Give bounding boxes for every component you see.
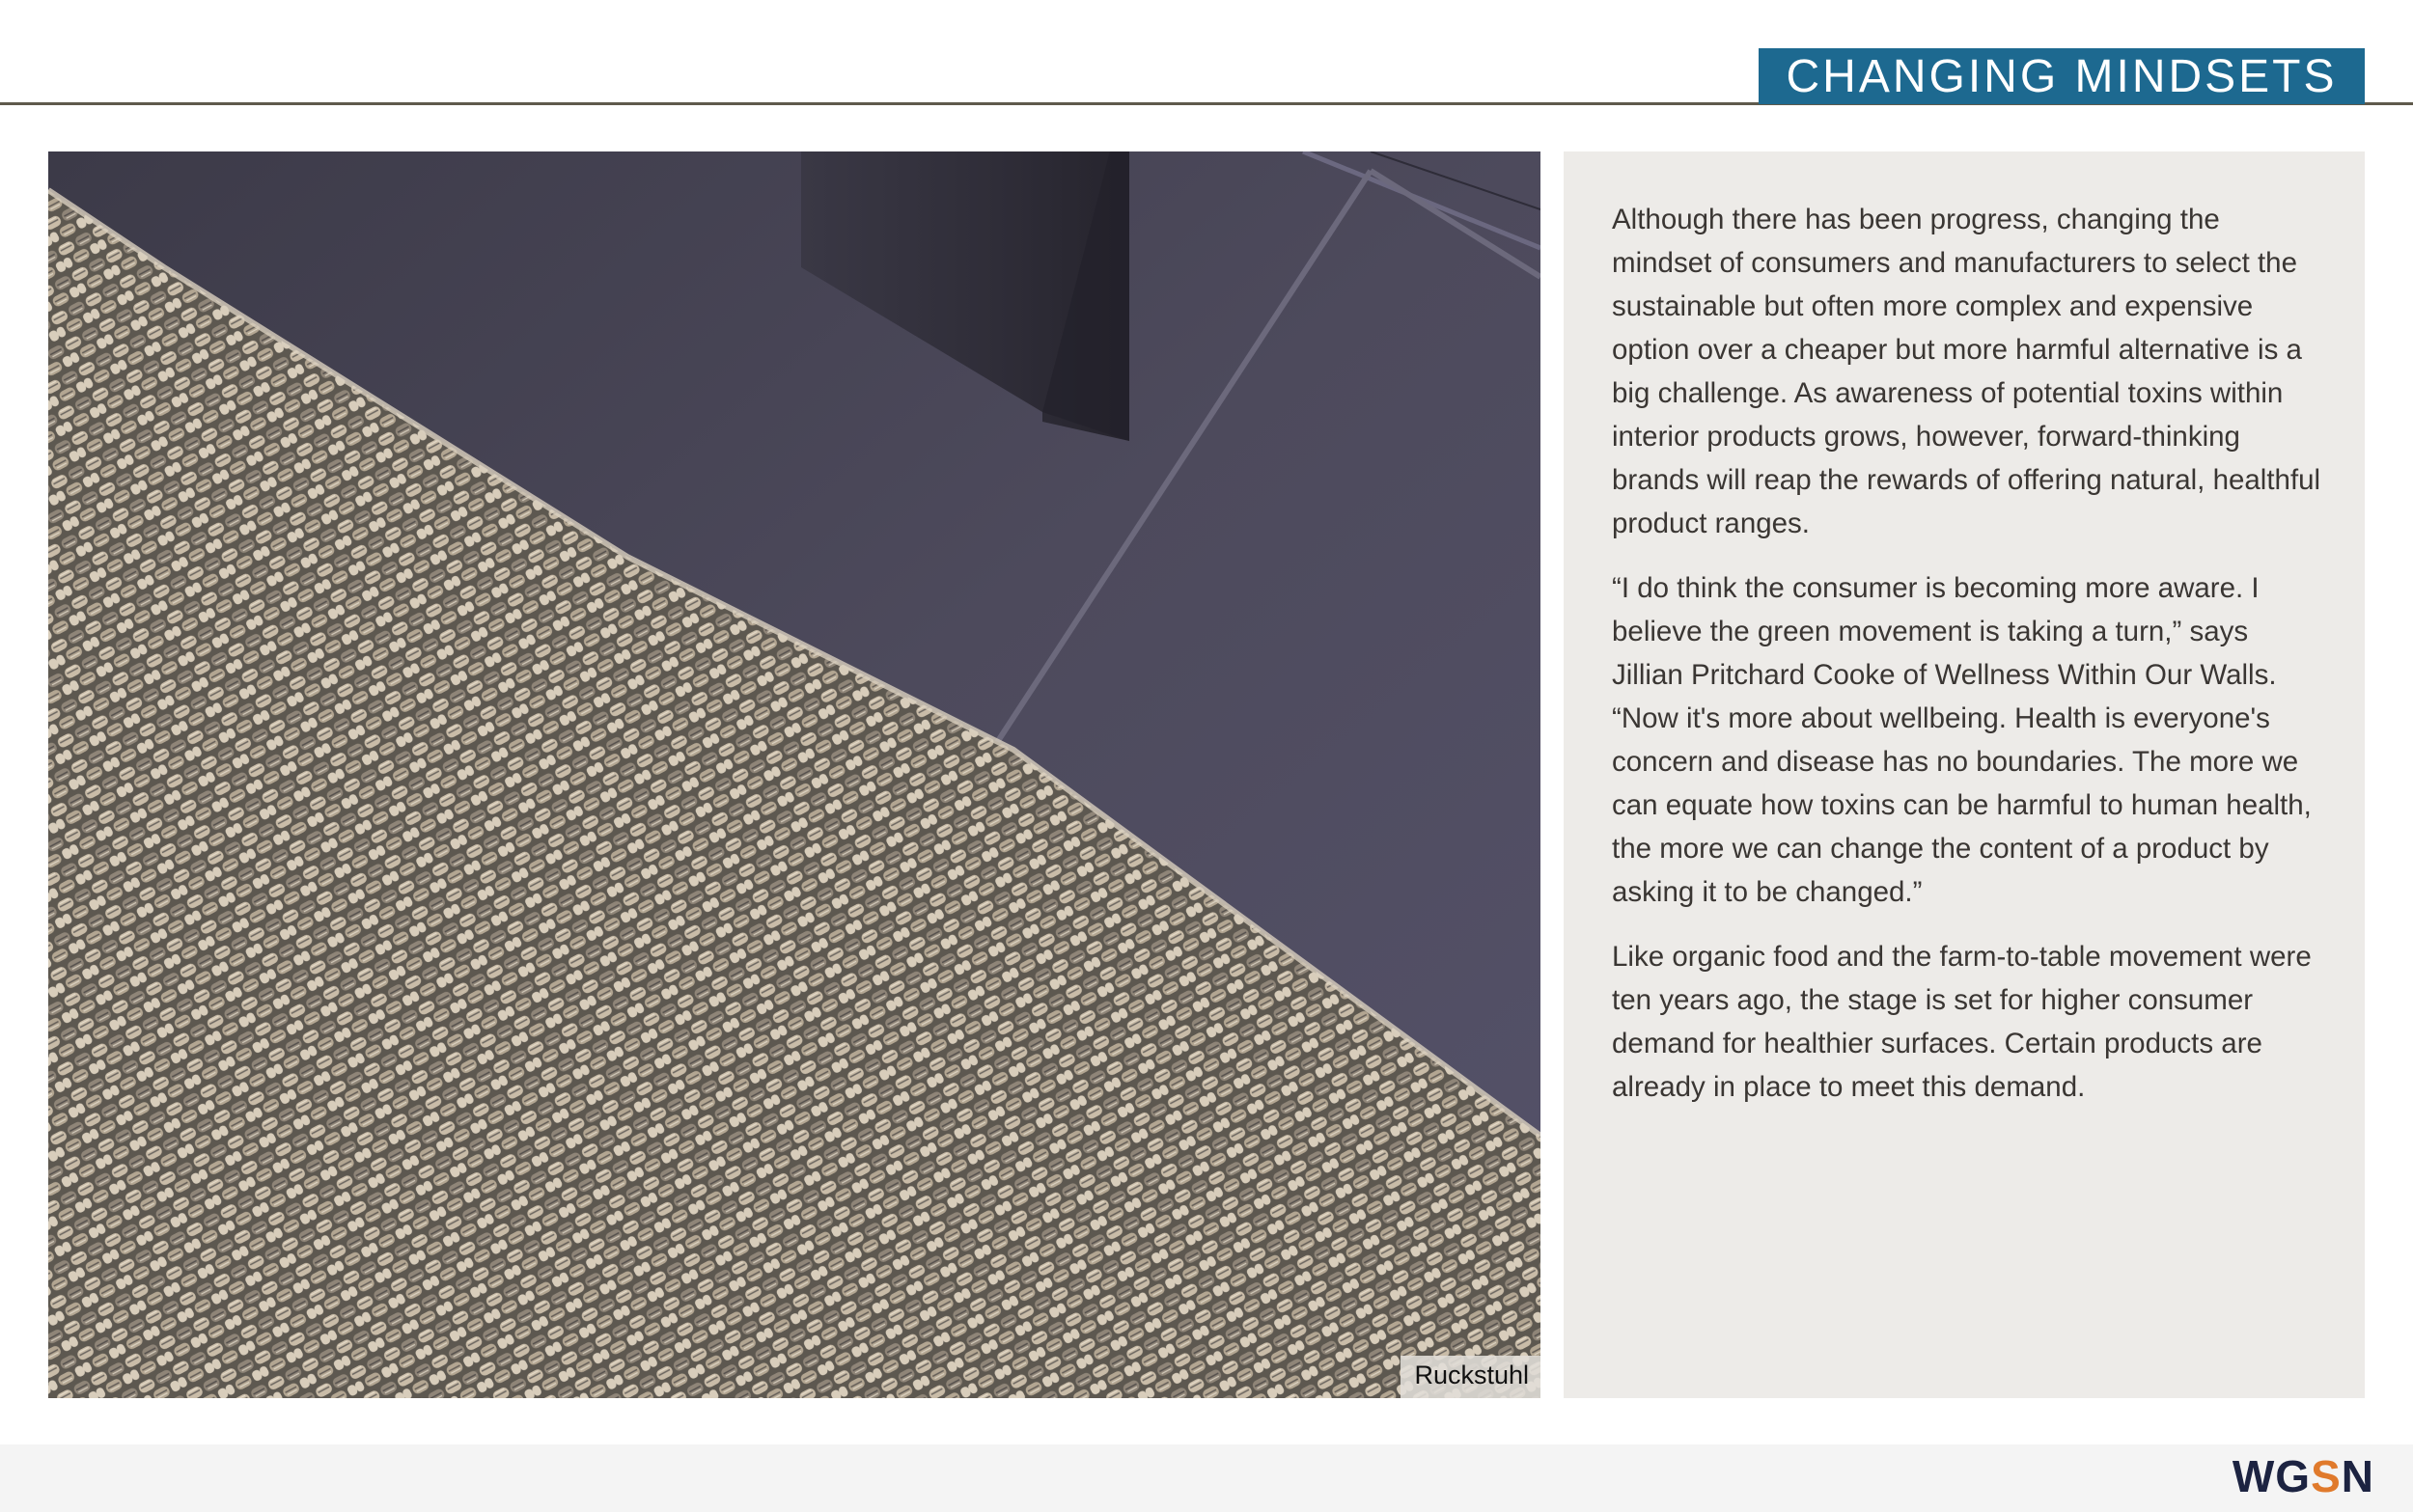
page-title: CHANGING MINDSETS	[1759, 48, 2365, 104]
photo-credit: Ruckstuhl	[1401, 1356, 1540, 1398]
article-text-panel	[1564, 151, 2365, 1398]
article-paragraph: Although there has been progress, changing the mindset of consumers and manufacturers to select the sustainable but often more complex and expensive option over a cheaper but more harmful alternative is a big challenge. As awareness of potential toxins within interior products grows, however, forward-thinking brands will reap the rewards of offering natural, healthful product ranges.	[1612, 204, 2321, 539]
article-paragraph: Like organic food and the farm-to-table movement were ten years ago, the stage is set for higher consumer demand for healthier surfaces. Certain products are already in place to meet this demand.	[1612, 941, 2312, 1103]
logo-text: WG	[2232, 1451, 2312, 1501]
rug-photo-illustration	[48, 151, 1540, 1398]
logo-text-accent: S	[2311, 1451, 2342, 1501]
wgsn-logo	[2233, 1450, 2374, 1502]
logo-text: N	[2341, 1451, 2374, 1501]
article-paragraph: “I do think the consumer is becoming more aware. I believe the green movement is taking a turn,” says Jillian Pritchard Cooke of Wellness Within Our Walls. “Now it's more about wellbeing. Health is everyone's concern and disease has no boundaries. The more we can equate how toxins can be harmful to human health, the more we can change the content of a product by asking it to be changed.”	[1612, 572, 2312, 908]
rug-photo	[48, 151, 1540, 1398]
footer	[0, 1444, 2413, 1512]
